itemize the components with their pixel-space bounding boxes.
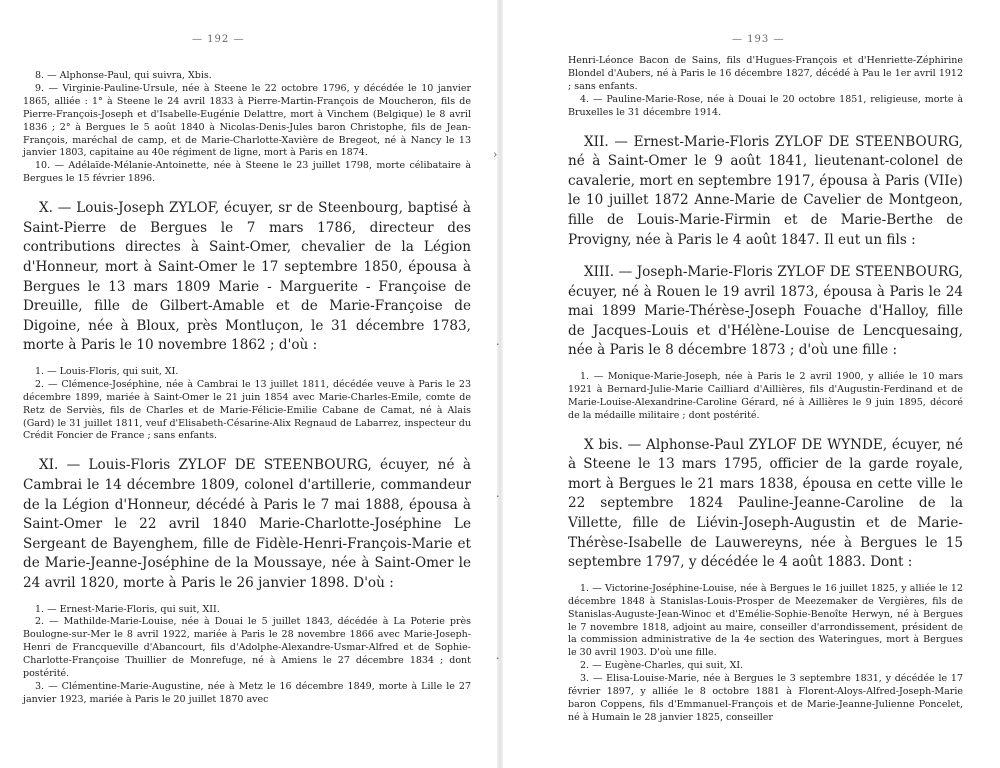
right-page — [500, 0, 1000, 768]
entry-paragraph: 4. — Pauline-Marie-Rose, née à Douai le 20 octobre 1851, religieuse, morte à Bruxelles le 31 décembre 1914. — [568, 93, 963, 118]
entry-paragraph: 3. — Clémentine-Marie-Augustine, née à Metz le 16 décembre 1849, morte à Lille le 27 janvier 1923, mariée à Paris le 20 juillet 1870 avec — [23, 680, 471, 705]
generation-paragraph: X bis. — Alphonse-Paul ZYLOF DE WYNDE, écuyer, né à Steene le 13 mars 1795, officier de la garde royale, mort à Bergues le 21 mars 1838, épousa en cette ville le 22 septembre 1824 Pauline-Jeanne-Caroline de la Villette, fille de Liévin-Joseph-Augustin et de Marie-Thérèse-Isabelle de Lauwereyns, née à Bergues le 15 septembre 1797, y décédée le 4 août 1883. Dont : — [568, 436, 963, 571]
entry-paragraph: 1. — Ernest-Marie-Floris, qui suit, XII. — [35, 603, 220, 615]
entry-paragraph: 1. — Victorine-Joséphine-Louise, née à Bergues le 16 juillet 1825, y alliée le 12 décembre 1848 à Stanislas-Louis-Prosper de Meezemaker de Vergières, fils de Stanislas-Auguste-Jean-Winoc et d'Emélie-Sophie-Benoîte Herwyn, né à Bergues le 7 novembre 1818, adjoint au maire, conseiller d'arrondissement, président de la commission administrative de la 4e section des Wateringues, mort à Bergues le 30 avril 1903. D'où une fille. — [568, 582, 963, 659]
entry-paragraph: 9. — Virginie-Pauline-Ursule, née à Steene le 22 octobre 1796, y décédée le 10 janvier 1865, alliée : 1° à Steene le 24 avril 1833 à Pierre-Martin-François de Moucheron, fils de Pierre-François-Joseph et d'Isabelle-Eugénie Delattre, mort à Vinchem (Belgique) le 8 avril 1836 ; 2° à Bergues le 5 août 1840 à Nicolas-Denis-Jules baron Christophe, fils de Jean-François, maréchal de camp, et de Marie-Charlotte-Xavière de Bregeot, né à Nancy le 13 janvier 1803, capitaine au 40e régiment de ligne, mort à Paris en 1874. — [23, 82, 471, 159]
page-number: — 193 — — [732, 34, 785, 45]
binding-mark: · — [496, 338, 500, 351]
binding-mark: · — [496, 652, 500, 665]
left-text-column — [23, 70, 471, 707]
binding-mark: › — [493, 148, 498, 161]
entry-paragraph: 8. — Alphonse-Paul, qui suivra, Xbis. — [35, 70, 212, 81]
generation-paragraph: XII. — Ernest-Marie-Floris ZYLOF DE STEENBOURG, né à Saint-Omer le 9 août 1841, lieutenant-colonel de cavalerie, mort en septembre 1917, épousa à Paris (VIIe) le 10 juillet 1872 Anne-Marie de Cavelier de Montgeon, fille de Louis-Marie-Firmin et de Marie-Berthe de Provigny, née à Paris le 4 août 1847. Il eut un fils : — [568, 133, 963, 248]
entry-paragraph: 10. — Adélaïde-Mélanie-Antoinette, née à Steene le 23 juillet 1798, morte célibataire à Bergues le 15 février 1896. — [23, 160, 471, 185]
entry-paragraph: 1. — Monique-Marie-Joseph, née à Paris le 2 avril 1900, y alliée le 10 mars 1921 à Bernard-Julie-Marie Cailliard d'Aillières, fils d'Augustin-Ferdinand et de Marie-Louise-Alexandrine-Caroline Gérard, né à Aillières le 9 juin 1895, décoré de la médaille militaire ; dont postérité. — [568, 371, 963, 421]
entry-paragraph: 1. — Louis-Floris, qui suit, XI. — [35, 365, 179, 377]
generation-paragraph: X. — Louis-Joseph ZYLOF, écuyer, sr de Steenbourg, baptisé à Saint-Pierre de Bergues le 7 mars 1786, directeur des contributions directes à Saint-Omer, chevalier de la Légion d'Honneur, mort à Saint-Omer le 17 septembre 1850, épousa à Bergues le 13 mars 1809 Marie - Marguerite - Françoise de Dreuille, fille de Gilbert-Amable et de Marie-Françoise de Digoine, née à Bloux, près Montluçon, le 31 décembre 1783, morte à Paris le 10 novembre 1862 ; d'où : — [23, 200, 471, 354]
generation-paragraph: XIII. — Joseph-Marie-Floris ZYLOF DE STEENBOURG, écuyer, né à Rouen le 19 avril 1873, épousa à Paris le 24 mai 1899 Marie-Thérèse-Joseph Fouache d'Halloy, fille de Jacques-Louis et d'Hélène-Louise de Lencquesaing, née à Paris le 8 décembre 1873 ; d'où une fille : — [568, 264, 963, 359]
entry-paragraph: 2. — Mathilde-Marie-Louise, née à Douai le 5 juillet 1843, décédée à La Poterie près Boulogne-sur-Mer le 8 avril 1922, mariée à Paris le 28 novembre 1866 avec Marie-Joseph-Henri de Francqueville d'Abancourt, fils d'Adolphe-Alexandre-Usmar-Alfred et de Sophie-Charlotte-Françoise Thuillier de Monrefuge, né à Amiens le 27 décembre 1834 ; dont postérité. — [23, 616, 471, 680]
page-number: — 192 — — [192, 34, 245, 45]
entry-paragraph: Henri-Léonce Bacon de Sains, fils d'Hugues-François et d'Henriette-Zéphirine Blondel d'Aubers, né à Paris le 16 décembre 1827, décédé à Pau le 1er avril 1912 ; sans enfants. — [568, 55, 963, 92]
binding-mark: · — [496, 490, 500, 503]
right-text-column — [568, 55, 963, 725]
entry-paragraph: 3. — Elisa-Louise-Marie, née à Bergues le 3 septembre 1831, y décédée le 17 février 1897, y alliée le 8 octobre 1881 à Florent-Aloys-Alfred-Joseph-Marie baron Coppens, fils d'Emmanuel-François et de Marie-Jeanne-Julienne Poncelet, né à Humain le 28 janvier 1825, conseiller — [568, 673, 963, 723]
entry-paragraph: 2. — Clémence-Joséphine, née à Cambrai le 13 juillet 1811, décédée veuve à Paris le 23 décembre 1899, mariée à Saint-Omer le 21 juin 1854 avec Marie-Charles-Emile, comte de Retz de Serviès, fils de Charles et de Marie-Félicie-Emilie Cabane de Camat, né à Alais (Gard) le 31 juillet 1811, veuf d'Elisabeth-Césarine-Alix Regnaud de Labarrez, inspecteur du Crédit Foncier de France ; sans enfants. — [23, 378, 471, 442]
entry-paragraph: 2. — Eugène-Charles, qui suit, XI. — [580, 660, 744, 672]
generation-paragraph: XI. — Louis-Floris ZYLOF DE STEENBOURG, écuyer, né à Cambrai le 14 décembre 1809, colonel d'artillerie, commandeur de la Légion d'Honneur, décédé à Paris le 7 mai 1888, épousa à Saint-Omer le 22 avril 1840 Marie-Charlotte-Joséphine Le Sergeant de Bayenghem, fille de Fidèle-Henri-François-Marie et de Marie-Jeanne-Joséphine de la Moussaye, née à Saint-Omer le 24 avril 1820, morte à Paris le 26 janvier 1898. D'où : — [23, 457, 471, 591]
